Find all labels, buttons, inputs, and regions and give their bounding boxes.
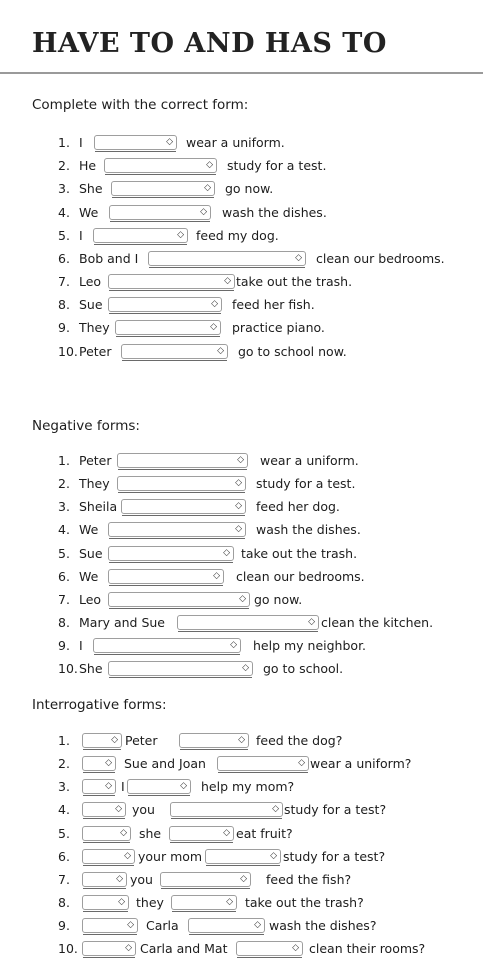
item-predicate: take out the trash. — [236, 274, 353, 289]
chevron-down-icon: ◇ — [105, 781, 112, 791]
item-predicate: help my neighbor. — [253, 638, 367, 653]
interrogative-item — [58, 940, 478, 958]
answer-dropdown[interactable] — [169, 826, 234, 841]
interrogative-item — [58, 894, 478, 912]
item-predicate: study for a test? — [283, 849, 386, 864]
item-subject: Peter — [79, 453, 112, 468]
item-predicate: wash the dishes. — [222, 205, 327, 220]
auxiliary-dropdown[interactable] — [82, 779, 116, 794]
item-number: 2. — [58, 158, 70, 173]
chevron-down-icon: ◇ — [235, 478, 242, 488]
chevron-down-icon: ◇ — [237, 455, 244, 465]
item-subject: Sue — [79, 546, 103, 561]
item-predicate: take out the trash? — [245, 895, 364, 910]
chevron-down-icon: ◇ — [210, 322, 217, 332]
item-number: 4. — [58, 522, 70, 537]
auxiliary-dropdown[interactable] — [82, 756, 116, 771]
answer-dropdown[interactable] — [108, 592, 250, 607]
chevron-down-icon: ◇ — [224, 276, 231, 286]
item-subject: Leo — [79, 274, 102, 289]
item-predicate: help my mom? — [201, 779, 295, 794]
item-predicate: go to school. — [263, 661, 344, 676]
auxiliary-dropdown[interactable] — [82, 872, 127, 887]
auxiliary-dropdown[interactable] — [82, 918, 138, 933]
answer-dropdown[interactable] — [111, 181, 215, 196]
chevron-down-icon: ◇ — [213, 571, 220, 581]
chevron-down-icon: ◇ — [105, 758, 112, 768]
answer-dropdown[interactable] — [236, 941, 303, 956]
item-subject: Peter — [79, 344, 112, 359]
item-number: 8. — [58, 297, 70, 312]
item-number: 5. — [58, 546, 70, 561]
item-predicate: wash the dishes. — [256, 522, 361, 537]
answer-dropdown[interactable] — [115, 320, 221, 335]
item-number: 7. — [58, 872, 70, 887]
item-predicate: eat fruit? — [236, 826, 293, 841]
item-number: 6. — [58, 251, 70, 266]
item-predicate: feed the dog? — [256, 733, 343, 748]
answer-dropdown[interactable] — [127, 779, 191, 794]
item-number: 6. — [58, 569, 70, 584]
affirmative-item — [58, 180, 478, 198]
item-number: 5. — [58, 228, 70, 243]
answer-dropdown[interactable] — [117, 476, 246, 491]
chevron-down-icon: ◇ — [206, 160, 213, 170]
item-predicate: clean the kitchen. — [321, 615, 434, 630]
affirmative-item — [58, 157, 478, 175]
affirmative-item — [58, 319, 478, 337]
chevron-down-icon: ◇ — [217, 346, 224, 356]
item-subject: She — [79, 661, 103, 676]
negative-item — [58, 568, 478, 586]
negative-item — [58, 591, 478, 609]
interrogative-item — [58, 848, 478, 866]
answer-dropdown[interactable] — [179, 733, 249, 748]
answer-dropdown[interactable] — [108, 274, 235, 289]
item-subject: she — [139, 826, 162, 841]
auxiliary-dropdown[interactable] — [82, 895, 129, 910]
answer-dropdown[interactable] — [205, 849, 281, 864]
item-predicate: wear a uniform. — [260, 453, 359, 468]
item-subject: He — [79, 158, 97, 173]
item-predicate: go to school now. — [238, 344, 347, 359]
negative-item — [58, 498, 478, 516]
chevron-down-icon: ◇ — [235, 501, 242, 511]
answer-dropdown[interactable] — [93, 638, 241, 653]
interrogative-item — [58, 871, 478, 889]
affirmative-item — [58, 343, 478, 361]
interrogative-item — [58, 917, 478, 935]
answer-dropdown[interactable] — [108, 297, 222, 312]
item-number: 2. — [58, 756, 70, 771]
item-number: 9. — [58, 638, 70, 653]
answer-dropdown[interactable] — [177, 615, 319, 630]
answer-dropdown[interactable] — [148, 251, 306, 266]
item-number: 9. — [58, 320, 70, 335]
auxiliary-dropdown[interactable] — [82, 941, 136, 956]
item-number: 10. — [58, 344, 78, 359]
chevron-down-icon: ◇ — [235, 524, 242, 534]
chevron-down-icon: ◇ — [308, 617, 315, 627]
item-subject: I — [79, 638, 83, 653]
chevron-down-icon: ◇ — [298, 758, 305, 768]
answer-dropdown[interactable] — [121, 344, 228, 359]
chevron-down-icon: ◇ — [239, 594, 246, 604]
item-predicate: wear a uniform. — [186, 135, 285, 150]
item-number: 1. — [58, 733, 70, 748]
chevron-down-icon: ◇ — [177, 230, 184, 240]
interrogative-item — [58, 825, 478, 843]
item-predicate: clean our bedrooms. — [316, 251, 445, 266]
answer-dropdown[interactable] — [188, 918, 265, 933]
item-predicate: clean their rooms? — [309, 941, 426, 956]
item-subject: Carla and Mat — [140, 941, 228, 956]
chevron-down-icon: ◇ — [166, 137, 173, 147]
answer-dropdown[interactable] — [109, 205, 211, 220]
chevron-down-icon: ◇ — [127, 920, 134, 930]
item-number: 5. — [58, 826, 70, 841]
item-number: 4. — [58, 802, 70, 817]
item-predicate: practice piano. — [232, 320, 325, 335]
auxiliary-dropdown[interactable] — [82, 826, 131, 841]
negative-item — [58, 637, 478, 655]
instruction-text: Complete with the correct form: — [32, 97, 249, 113]
item-subject: They — [79, 476, 110, 491]
item-subject: Leo — [79, 592, 102, 607]
affirmative-item — [58, 273, 478, 291]
auxiliary-dropdown[interactable] — [82, 802, 126, 817]
interrogative-heading: Interrogative forms: — [32, 697, 167, 713]
chevron-down-icon: ◇ — [292, 943, 299, 953]
item-number: 3. — [58, 181, 70, 196]
item-subject: Carla — [146, 918, 179, 933]
item-subject: Peter — [125, 733, 158, 748]
item-predicate: feed her dog. — [256, 499, 340, 514]
item-number: 7. — [58, 592, 70, 607]
item-number: 7. — [58, 274, 70, 289]
item-predicate: study for a test. — [227, 158, 327, 173]
negative-item — [58, 545, 478, 563]
negative-item — [58, 614, 478, 632]
title-divider — [0, 72, 483, 74]
chevron-down-icon: ◇ — [118, 897, 125, 907]
item-subject: Sue — [79, 297, 103, 312]
item-subject: I — [79, 228, 83, 243]
answer-dropdown[interactable] — [170, 802, 283, 817]
chevron-down-icon: ◇ — [116, 874, 123, 884]
item-number: 1. — [58, 135, 70, 150]
item-number: 3. — [58, 779, 70, 794]
auxiliary-dropdown[interactable] — [82, 733, 122, 748]
chevron-down-icon: ◇ — [223, 828, 230, 838]
answer-dropdown[interactable] — [108, 546, 234, 561]
answer-dropdown[interactable] — [121, 499, 246, 514]
interrogative-item — [58, 778, 478, 796]
chevron-down-icon: ◇ — [270, 851, 277, 861]
item-subject: We — [79, 522, 99, 537]
negative-item — [58, 660, 478, 678]
affirmative-item — [58, 204, 478, 222]
chevron-down-icon: ◇ — [204, 183, 211, 193]
chevron-down-icon: ◇ — [115, 804, 122, 814]
item-number: 8. — [58, 895, 70, 910]
item-predicate: go now. — [254, 592, 303, 607]
page-title: HAVE TO AND HAS TO — [32, 28, 387, 59]
negative-item — [58, 475, 478, 493]
chevron-down-icon: ◇ — [124, 851, 131, 861]
chevron-down-icon: ◇ — [242, 663, 249, 673]
item-subject: We — [79, 205, 99, 220]
item-subject: you — [130, 872, 153, 887]
item-number: 3. — [58, 499, 70, 514]
interrogative-item — [58, 732, 478, 750]
negative-item — [58, 452, 478, 470]
item-predicate: clean our bedrooms. — [236, 569, 365, 584]
negative-item — [58, 521, 478, 539]
affirmative-item — [58, 227, 478, 245]
item-subject: I — [121, 779, 125, 794]
item-number: 10. — [58, 661, 78, 676]
item-number: 4. — [58, 205, 70, 220]
item-subject: I — [79, 135, 83, 150]
item-subject: They — [79, 320, 110, 335]
item-subject: She — [79, 181, 103, 196]
item-predicate: feed her fish. — [232, 297, 315, 312]
item-predicate: feed the fish? — [266, 872, 352, 887]
answer-dropdown[interactable] — [94, 135, 177, 150]
item-number: 10. — [58, 941, 78, 956]
item-predicate: study for a test? — [284, 802, 387, 817]
chevron-down-icon: ◇ — [200, 207, 207, 217]
negative-heading: Negative forms: — [32, 418, 140, 434]
affirmative-item — [58, 134, 478, 152]
answer-dropdown[interactable] — [108, 661, 253, 676]
item-predicate: feed my dog. — [196, 228, 279, 243]
item-subject: Bob and I — [79, 251, 139, 266]
answer-dropdown[interactable] — [93, 228, 188, 243]
chevron-down-icon: ◇ — [180, 781, 187, 791]
chevron-down-icon: ◇ — [226, 897, 233, 907]
answer-dropdown[interactable] — [108, 522, 246, 537]
item-subject: your mom — [138, 849, 203, 864]
answer-dropdown[interactable] — [160, 872, 251, 887]
answer-dropdown[interactable] — [108, 569, 224, 584]
item-number: 6. — [58, 849, 70, 864]
item-subject: you — [132, 802, 155, 817]
chevron-down-icon: ◇ — [254, 920, 261, 930]
chevron-down-icon: ◇ — [272, 804, 279, 814]
chevron-down-icon: ◇ — [211, 299, 218, 309]
chevron-down-icon: ◇ — [120, 828, 127, 838]
chevron-down-icon: ◇ — [223, 548, 230, 558]
item-predicate: wash the dishes? — [269, 918, 377, 933]
item-number: 1. — [58, 453, 70, 468]
affirmative-item — [58, 250, 478, 268]
chevron-down-icon: ◇ — [111, 735, 118, 745]
item-number: 9. — [58, 918, 70, 933]
chevron-down-icon: ◇ — [230, 640, 237, 650]
item-predicate: wear a uniform? — [310, 756, 412, 771]
answer-dropdown[interactable] — [117, 453, 248, 468]
item-predicate: take out the trash. — [241, 546, 358, 561]
item-subject: Sue and Joan — [124, 756, 206, 771]
chevron-down-icon: ◇ — [125, 943, 132, 953]
item-predicate: study for a test. — [256, 476, 356, 491]
affirmative-item — [58, 296, 478, 314]
item-subject: We — [79, 569, 99, 584]
interrogative-item — [58, 755, 478, 773]
item-subject: they — [136, 895, 164, 910]
item-number: 8. — [58, 615, 70, 630]
item-subject: Sheila — [79, 499, 118, 514]
answer-dropdown[interactable] — [104, 158, 217, 173]
auxiliary-dropdown[interactable] — [82, 849, 135, 864]
chevron-down-icon: ◇ — [295, 253, 302, 263]
interrogative-item — [58, 801, 478, 819]
item-subject: Mary and Sue — [79, 615, 165, 630]
chevron-down-icon: ◇ — [238, 735, 245, 745]
chevron-down-icon: ◇ — [240, 874, 247, 884]
answer-dropdown[interactable] — [171, 895, 237, 910]
answer-dropdown[interactable] — [217, 756, 309, 771]
item-number: 2. — [58, 476, 70, 491]
item-predicate: go now. — [225, 181, 274, 196]
